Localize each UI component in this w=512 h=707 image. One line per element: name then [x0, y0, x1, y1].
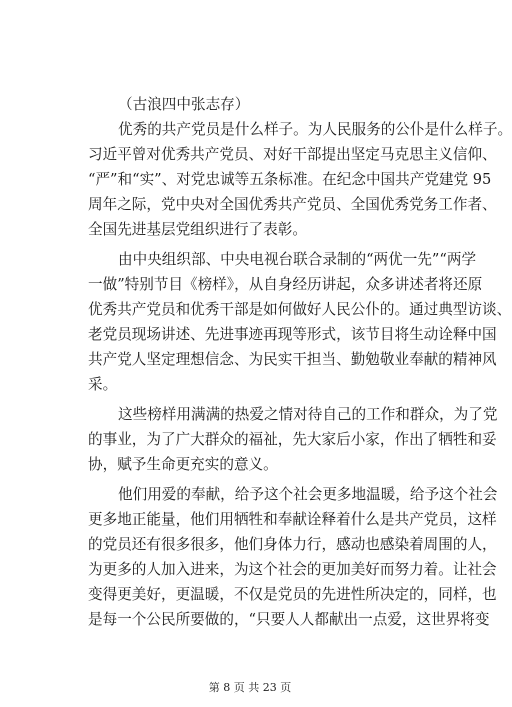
paragraph-2-line-3: 优秀共产党员和优秀干部是如何做好人民公仆的。通过典型访谈、: [88, 301, 512, 318]
paragraph-2-line-4: 老党员现场讲述、先进事迹再现等形式，该节目将生动诠释中国: [88, 326, 497, 343]
paragraph-1-line-5: 全国先进基层党组织进行了表彰。: [88, 221, 307, 238]
paragraph-3-line-2: 的事业，为了广大群众的福祉，先大家后小家，作出了牺牲和妥: [88, 431, 497, 448]
paragraph-4-line-3: 的党员还有很多很多，他们身体力行，感动也感染着周围的人，: [88, 536, 497, 553]
paragraph-1-line-4: 周年之际，党中央对全国优秀共产党员、全国优秀党务工作者、: [88, 196, 497, 213]
paragraph-1-line-1: 优秀的共产党员是什么样子。为人民服务的公仆是什么样子。: [118, 121, 512, 138]
author-line: （古浪四中张志存）: [118, 96, 250, 113]
paragraph-3-line-3: 协，赋予生命更充实的意义。: [88, 456, 278, 473]
paragraph-4-line-5: 变得更美好，更温暖，不仅是党员的先进性所决定的，同样，也: [88, 586, 497, 603]
paragraph-1-line-2: 习近平曾对优秀共产党员、对好干部提出坚定马克思主义信仰、: [88, 146, 497, 163]
paragraph-2-line-6: 采。: [88, 376, 118, 393]
paragraph-4-line-6: 是每一个公民所要做的，“只要人人都献出一点爱，这世界将变: [88, 611, 490, 628]
paragraph-3-line-1: 这些榜样用满满的热爱之情对待自己的工作和群众，为了党: [118, 406, 498, 423]
paragraph-2-line-1: 由中央组织部、中央电视台联合录制的“两优一先”“两学: [118, 251, 477, 268]
paragraph-2-line-5: 共产党人坚定理想信念、为民实干担当、勤勉敬业奉献的精神风: [88, 351, 497, 368]
paragraph-4-line-1: 他们用爱的奉献，给予这个社会更多地温暖，给予这个社会: [118, 486, 498, 503]
page-footer: 第 8 页 共 23 页: [208, 681, 292, 694]
paragraph-4-line-4: 为更多的人加入进来，为这个社会的更加美好而努力着。让社会: [88, 561, 497, 578]
paragraph-2-line-2: 一做”特别节目《榜样》，从自身经历讲起，众多讲述者将还原: [88, 276, 483, 293]
paragraph-4-line-2: 更多地正能量，他们用牺牲和奉献诠释着什么是共产党员，这样: [88, 511, 497, 528]
paragraph-1-line-3: “严”和“实”、对党忠诚等五条标准。在纪念中国共产党建党 95: [88, 171, 492, 188]
